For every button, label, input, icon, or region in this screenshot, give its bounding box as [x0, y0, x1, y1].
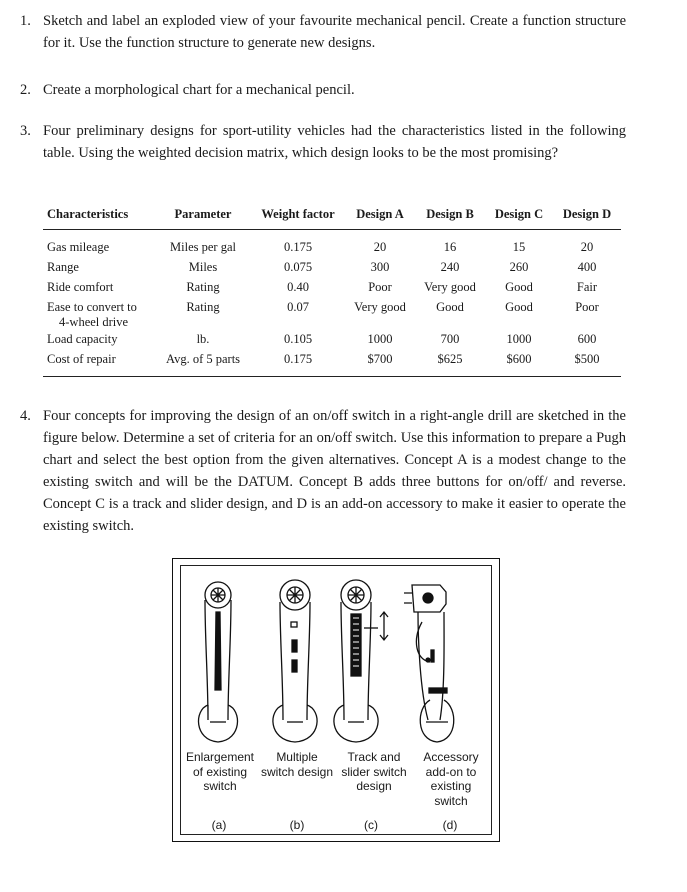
cell-text: $700	[367, 352, 393, 366]
cell-text: 1000	[506, 332, 532, 346]
cell-text: $600	[506, 352, 532, 366]
caption-line: switch design	[260, 764, 334, 779]
caption-line: Accessory	[423, 750, 479, 764]
cell-text: 0.40	[287, 280, 309, 294]
cell-text: 0.105	[283, 332, 313, 346]
caption-line: design	[356, 779, 392, 793]
cell-text: Good	[505, 280, 533, 294]
cell-subline: 4-wheel drive	[59, 315, 129, 329]
question-number: 3.	[20, 123, 31, 139]
cell-text: Ease to convert to	[47, 300, 137, 314]
caption-line: existing	[430, 779, 472, 793]
cell-text: Very good	[354, 300, 406, 314]
caption-line: Track and	[347, 750, 401, 764]
question-number: 2.	[20, 82, 31, 98]
header-weight-factor: Weight factor	[251, 204, 345, 230]
label-c: (c)	[364, 818, 378, 832]
cell-text: Range	[47, 260, 79, 274]
cell-text: 260	[509, 260, 529, 274]
header-design-a: Design A	[345, 204, 415, 230]
caption-line: of existing	[192, 764, 248, 779]
caption-d	[401, 750, 501, 808]
cell-text: 240	[440, 260, 460, 274]
cell-text: 0.175	[283, 352, 313, 366]
header-design-b: Design B	[415, 204, 485, 230]
cell-text: Very good	[424, 280, 476, 294]
cell-text: 700	[440, 332, 460, 346]
cell-text: 300	[370, 260, 390, 274]
cell-text: 0.175	[283, 240, 313, 254]
cell-text: Rating	[186, 280, 220, 294]
cell-text: 20	[373, 240, 387, 254]
cell-text: Load capacity	[47, 332, 118, 346]
caption-line: slider switch	[341, 764, 407, 779]
cell-text: 20	[580, 240, 594, 254]
label-b: (b)	[289, 818, 305, 832]
question-text: Sketch and label an exploded view of your favourite mechanical pencil. Create a function structure for it. Use the function structure to generate new designs.	[43, 13, 626, 51]
cell-text: Poor	[575, 300, 599, 314]
cell-text: lb.	[196, 332, 210, 346]
question-text: Four concepts for improving the design of an on/off switch in a right-angle drill are sketched in the figure below. Determine a set of criteria for an on/off switch. Use this information to prepare a Pugh chart and select the best option from the given alternatives. Concept A is a modest change to the existing switch and will be the DATUM. Concept B adds three buttons for on/off/ and reverse. Concept C is a track and slider design, and D is an add-on accessory to make it easier to operate the existing switch.	[43, 408, 626, 534]
cell-text: Rating	[186, 300, 220, 314]
cell-text: Good	[436, 300, 464, 314]
cell-text: Poor	[368, 280, 392, 294]
drill-c-sketch	[334, 580, 388, 742]
cell-text: Good	[505, 300, 533, 314]
caption-line: switch	[203, 779, 237, 793]
question-text: Four preliminary designs for sport-utility vehicles had the characteristics listed in the following table. Using the weighted decision matrix, which design looks to be the most promising?	[43, 123, 626, 161]
cell-text: $500	[574, 352, 600, 366]
drill-d-sketch	[404, 585, 454, 742]
header-design-d: Design D	[553, 204, 621, 230]
question-text: Create a morphological chart for a mechanical pencil.	[43, 82, 355, 98]
question-number: 1.	[20, 13, 31, 29]
cell-text: Miles	[188, 260, 218, 274]
cell-text: 600	[577, 332, 597, 346]
cell-text: Ride comfort	[47, 280, 114, 294]
caption-line: add-on to	[425, 764, 477, 779]
cell-text: Miles per gal	[170, 240, 236, 254]
drill-b-sketch	[273, 580, 317, 742]
cell-text: Cost of repair	[47, 352, 116, 366]
label-d: (d)	[442, 818, 458, 832]
label-a: (a)	[211, 818, 227, 832]
question-number: 4.	[20, 408, 31, 424]
cell-text: 15	[512, 240, 526, 254]
cell-text: Fair	[576, 280, 598, 294]
caption-line: switch	[434, 793, 468, 808]
cell-text: $625	[437, 352, 463, 366]
header-characteristics: Characteristics	[43, 204, 155, 230]
caption-line: Multiple	[276, 750, 318, 764]
header-parameter: Parameter	[155, 204, 251, 230]
cell-text: 0.07	[287, 300, 309, 314]
header-design-c: Design C	[485, 204, 553, 230]
drill-a-sketch	[199, 582, 238, 742]
cell-text: 400	[577, 260, 597, 274]
cell-text: Gas mileage	[47, 240, 110, 254]
cell-text: Avg. of 5 parts	[165, 352, 241, 366]
cell-text: 1000	[367, 332, 393, 346]
caption-line: Enlargement	[185, 750, 255, 764]
cell-text: 0.075	[283, 260, 313, 274]
cell-text: 16	[443, 240, 457, 254]
